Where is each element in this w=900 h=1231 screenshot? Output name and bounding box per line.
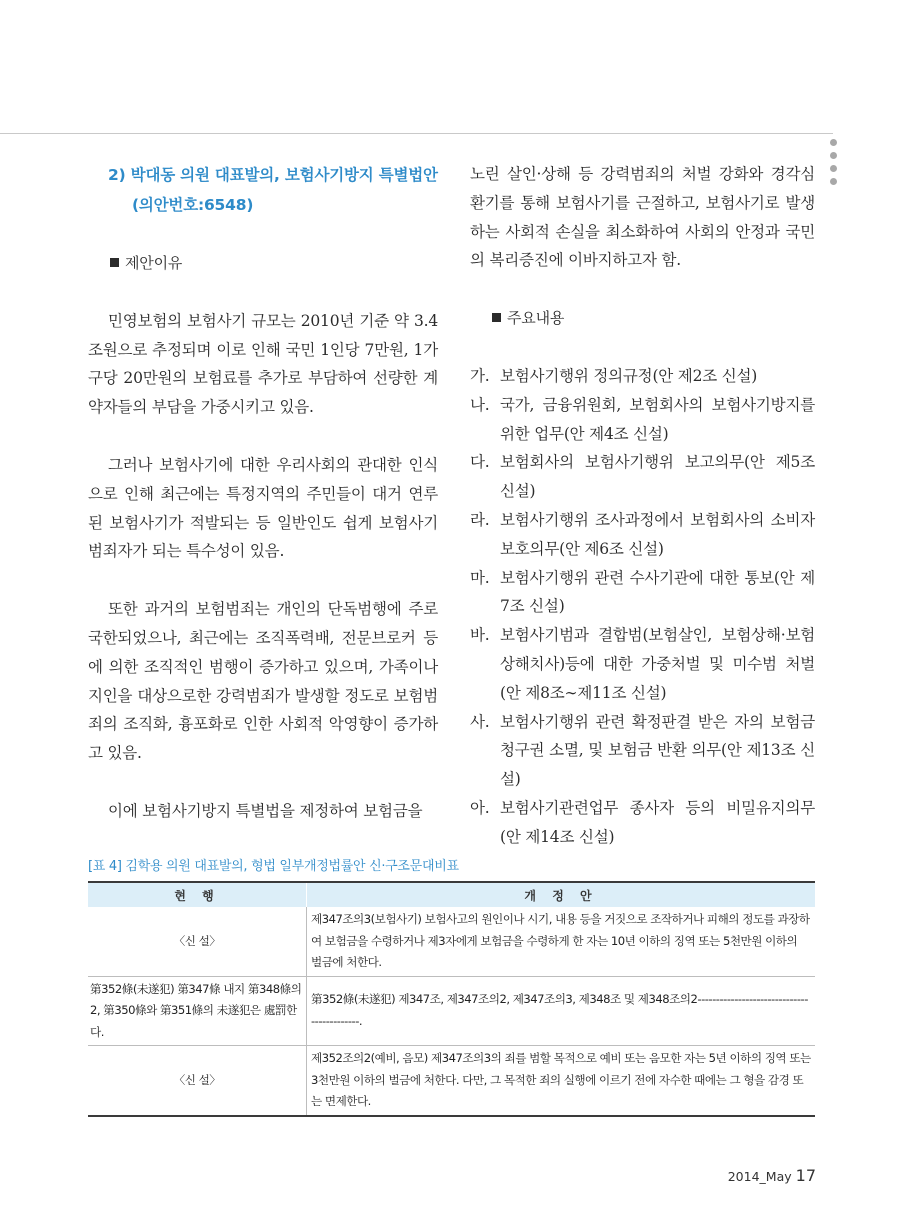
table-row <box>88 907 815 976</box>
comparison-table <box>88 881 815 1117</box>
paragraph: 민영보험의 보험사기 규모는 2010년 기준 약 3.4조원으로 추정되며 이로 인해 국민 1인당 7만원, 1가구당 20만원의 보험료를 추가로 부담하여 선량한 계약자들의 부담을 가중시키고 있음. <box>88 311 438 417</box>
list-text: 보험사기행위 관련 수사기관에 대한 통보(안 제7조 신설) <box>500 568 815 616</box>
sub-heading-label: 제안이유 <box>125 254 183 272</box>
table-row <box>88 1046 815 1116</box>
list-marker: 바. <box>470 626 490 645</box>
list-marker: 라. <box>470 510 490 529</box>
dot-icon <box>830 139 837 146</box>
list-item <box>470 708 815 794</box>
left-column <box>88 160 438 826</box>
header-rule <box>0 133 833 134</box>
list-marker: 사. <box>470 712 490 731</box>
cell-current: 〈신 설〉 <box>88 1046 307 1116</box>
list-text: 보험사기행위 정의규정(안 제2조 신설) <box>500 366 758 385</box>
section-title-line1: 2) 박대동 의원 대표발의, 보험사기방지 특별법안 <box>108 166 438 184</box>
list-text: 보험사기행위 조사과정에서 보험회사의 소비자 보호의무(안 제6조 신설) <box>500 510 815 558</box>
section-title <box>88 160 438 220</box>
table-caption: [표 4] 김학용 의원 대표발의, 형법 일부개정법률안 신·구조문대비표 <box>88 859 459 874</box>
issue-label: 2014_May <box>727 1169 792 1184</box>
list-item <box>470 621 815 707</box>
square-bullet-icon <box>492 313 501 322</box>
sub-heading-label: 주요내용 <box>507 309 565 328</box>
list-text: 국가, 금융위원회, 보험회사의 보험사기방지를 위한 업무(안 제4조 신설) <box>500 395 815 443</box>
list-item <box>470 564 815 622</box>
decorative-dots <box>830 139 840 191</box>
paragraph: 이에 보험사기방지 특별법을 제정하여 보험금을 <box>108 801 423 820</box>
sub-heading-contents <box>470 304 815 333</box>
square-bullet-icon <box>110 258 119 267</box>
paragraph: 그러나 보험사기에 대한 우리사회의 관대한 인식으로 인해 최근에는 특정지역의 주민들이 대거 연루된 보험사기가 적발되는 등 일반인도 쉽게 보험사기범죄자가 되는 특수성이 있음. <box>88 455 438 561</box>
cell-current: 第352條(未遂犯) 第347條 내지 第348條의2, 第350條와 第351條의 未遂犯은 處罰한다. <box>88 976 307 1046</box>
list-marker: 아. <box>470 798 490 817</box>
header-proposed: 개 정 안 <box>307 882 816 907</box>
list-marker: 마. <box>470 568 490 587</box>
list-text: 보험사기범과 결합범(보험살인, 보험상해·보험상해치사)등에 대한 가중처벌 및 미수범 처벌(안 제8조∼제11조 신설) <box>500 626 815 702</box>
dot-icon <box>830 165 837 172</box>
list-item <box>470 794 815 852</box>
list-item <box>470 506 815 564</box>
list-text: 보험사기관련업무 종사자 등의 비밀유지의무(안 제14조 신설) <box>500 798 815 846</box>
list-item <box>470 448 815 506</box>
cell-current: 〈신 설〉 <box>88 907 307 976</box>
list-item <box>470 362 815 391</box>
section-title-line2: (의안번호:6548) <box>132 196 254 214</box>
list-text: 보험사기행위 관련 확정판결 받은 자의 보험금 청구권 소멸, 및 보험금 반환 의무(안 제13조 신설) <box>500 712 815 789</box>
cell-proposed: 제347조의3(보험사기) 보험사고의 원인이나 시기, 내용 등을 거짓으로 조작하거나 피해의 정도를 과장하여 보험금을 수령하거나 제3자에게 보험금을 수령하게 한 자는 10년 이하의 징역 또는 5천만원 이하의 벌금에 처한다. <box>307 907 816 976</box>
page-number: 17 <box>795 1166 816 1185</box>
right-column <box>470 160 815 852</box>
list-marker: 다. <box>470 453 490 472</box>
dot-icon <box>830 152 837 159</box>
header-current: 현 행 <box>88 882 307 907</box>
list-marker: 가. <box>470 366 490 385</box>
paragraph: 또한 과거의 보험범죄는 개인의 단독범행에 주로 국한되었으나, 최근에는 조직폭력배, 전문브로커 등에 의한 조직적인 범행이 증가하고 있으며, 가족이나 지인을 대상으로한 강력범죄가 발생할 정도로 보험범죄의 조직화, 흉포화로 인한 사회적 악영향이 증가하고 있음. <box>88 600 438 763</box>
cell-proposed: 第352條(未遂犯) 제347조, 제347조의2, 제347조의3, 제348조 및 제348조의2-------------------------------------------. <box>307 976 816 1046</box>
dot-icon <box>830 178 837 185</box>
paragraph-continuation: 노린 살인·상해 등 강력범죄의 처벌 강화와 경각심 환기를 통해 보험사기를 근절하고, 보험사기로 발생하는 사회적 손실을 최소화하여 사회의 안정과 국민의 복리증진에 이바지하고자 함. <box>470 165 815 270</box>
list-item <box>470 391 815 449</box>
sub-heading-reason <box>88 249 438 278</box>
list-text: 보험회사의 보험사기행위 보고의무(안 제5조 신설) <box>500 453 815 501</box>
list-marker: 나. <box>470 395 490 414</box>
page-footer <box>728 1166 816 1185</box>
table-row <box>88 976 815 1046</box>
cell-proposed: 제352조의2(예비, 음모) 제347조의3의 죄를 범할 목적으로 예비 또는 음모한 자는 5년 이하의 징역 또는 3천만원 이하의 벌금에 처한다. 다만, 그 목적한 죄의 실행에 이르기 전에 자수한 때에는 그 형을 감경 또는 면제한다. <box>307 1046 816 1116</box>
